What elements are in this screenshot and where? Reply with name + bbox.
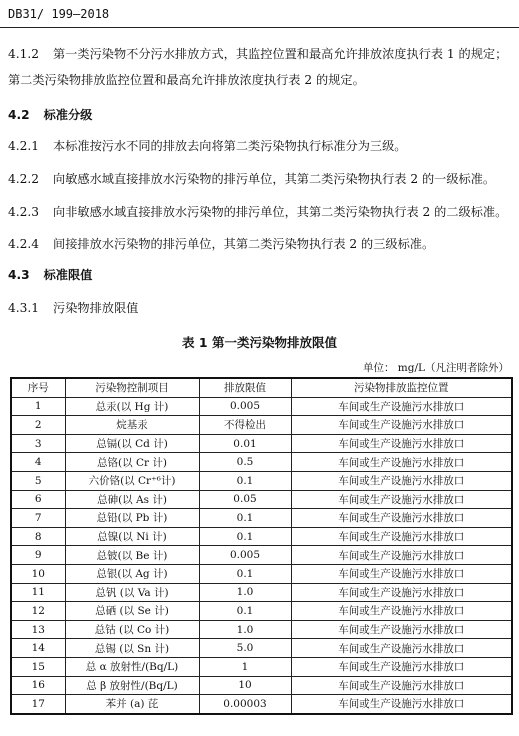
table-cell: 0.00003 xyxy=(199,695,291,714)
section-number: 4.3 xyxy=(8,268,30,282)
table-cell: 总 β 放射性/(Bq/L) xyxy=(65,676,199,695)
table-cell: 总 α 放射性/(Bq/L) xyxy=(65,657,199,676)
section-number: 4.2 xyxy=(8,108,30,122)
table-cell: 车间或生产设施污水排放口 xyxy=(291,695,512,714)
table-cell: 2 xyxy=(11,416,65,435)
table-row xyxy=(11,695,512,714)
table-cell: 0.1 xyxy=(199,602,291,621)
table-cell: 车间或生产设施污水排放口 xyxy=(291,676,512,695)
table-cell: 车间或生产设施污水排放口 xyxy=(291,397,512,416)
table-row xyxy=(11,602,512,621)
table-cell: 0.005 xyxy=(199,397,291,416)
table-cell: 不得检出 xyxy=(199,416,291,435)
heading-4-3 xyxy=(8,266,92,283)
table-body xyxy=(11,397,512,714)
table-cell: 0.1 xyxy=(199,509,291,528)
section-number: 4.3.1 xyxy=(8,301,40,315)
header-divider xyxy=(0,27,519,28)
table-row xyxy=(11,453,512,472)
section-number: 4.2.2 xyxy=(8,172,40,186)
table-cell: 车间或生产设施污水排放口 xyxy=(291,416,512,435)
table-cell: 16 xyxy=(11,676,65,695)
table-cell: 总锡 (以 Sn 计) xyxy=(65,639,199,658)
table-cell: 3 xyxy=(11,434,65,453)
table-row xyxy=(11,620,512,639)
table-cell: 0.5 xyxy=(199,453,291,472)
paragraph-4-1-2 xyxy=(8,45,507,62)
table-cell: 12 xyxy=(11,602,65,621)
paragraph-4-2-2 xyxy=(8,170,495,187)
table-cell: 总铍(以 Be 计) xyxy=(65,546,199,565)
table-cell: 总钴 (以 Co 计) xyxy=(65,620,199,639)
table-cell: 总铬(以 Cr 计) xyxy=(65,453,199,472)
heading-4-2 xyxy=(8,106,92,123)
table-cell: 0.05 xyxy=(199,490,291,509)
paragraph-text: 第一类污染物不分污水排放方式，其监控位置和最高允许排放浓度执行表 1 的规定； xyxy=(53,47,508,61)
section-number: 4.1.2 xyxy=(8,47,40,61)
document-code: DB31/ 199—2018 xyxy=(8,7,110,21)
table-cell: 总镍(以 Ni 计) xyxy=(65,527,199,546)
table-row xyxy=(11,509,512,528)
table-cell: 14 xyxy=(11,639,65,658)
paragraph-text: 向非敏感水域直接排放水污染物的排污单位，其第二类污染物执行表 2 的二级标准。 xyxy=(53,205,508,219)
table-cell: 0.1 xyxy=(199,564,291,583)
paragraph-4-2-4 xyxy=(8,235,434,252)
table-cell: 0.01 xyxy=(199,434,291,453)
table-row xyxy=(11,416,512,435)
header-cell: 污染物排放监控位置 xyxy=(291,378,512,397)
table-row xyxy=(11,546,512,565)
table-cell: 车间或生产设施污水排放口 xyxy=(291,509,512,528)
table-header-row xyxy=(11,378,512,397)
table-cell: 8 xyxy=(11,527,65,546)
table-row xyxy=(11,434,512,453)
table-row xyxy=(11,676,512,695)
paragraph-text: 向敏感水域直接排放水污染物的排污单位，其第二类污染物执行表 2 的一级标准。 xyxy=(53,172,496,186)
paragraph-text: 污染物排放限值 xyxy=(53,301,139,315)
table-cell: 1 xyxy=(11,397,65,416)
table-cell: 车间或生产设施污水排放口 xyxy=(291,602,512,621)
section-number: 4.2.3 xyxy=(8,205,40,219)
paragraph-4-1-2-cont xyxy=(8,71,365,88)
table-cell: 总硒 (以 Se 计) xyxy=(65,602,199,621)
table-cell: 5.0 xyxy=(199,639,291,658)
table-cell: 1 xyxy=(199,657,291,676)
table-cell: 总砷(以 As 计) xyxy=(65,490,199,509)
paragraph-text: 第二类污染物排放监控位置和最高允许排放浓度执行表 2 的规定。 xyxy=(8,73,365,87)
table-row xyxy=(11,639,512,658)
table-cell: 车间或生产设施污水排放口 xyxy=(291,471,512,490)
paragraph-text: 间接排放水污染物的排污单位，其第二类污染物执行表 2 的三级标准。 xyxy=(53,237,435,251)
table-cell: 车间或生产设施污水排放口 xyxy=(291,546,512,565)
table-cell: 车间或生产设施污水排放口 xyxy=(291,434,512,453)
table-cell: 1.0 xyxy=(199,620,291,639)
table-cell: 0.005 xyxy=(199,546,291,565)
table-row xyxy=(11,583,512,602)
table-cell: 6 xyxy=(11,490,65,509)
heading-text: 标准限值 xyxy=(43,268,93,282)
header-cell: 序号 xyxy=(11,378,65,397)
table-row xyxy=(11,490,512,509)
table-cell: 0.1 xyxy=(199,527,291,546)
table-cell: 车间或生产设施污水排放口 xyxy=(291,564,512,583)
table-cell: 车间或生产设施污水排放口 xyxy=(291,527,512,546)
paragraph-4-3-1 xyxy=(8,299,138,316)
header-cell: 排放限值 xyxy=(199,378,291,397)
table-cell: 0.1 xyxy=(199,471,291,490)
section-number: 4.2.4 xyxy=(8,237,40,251)
table-cell: 车间或生产设施污水排放口 xyxy=(291,639,512,658)
table-cell: 15 xyxy=(11,657,65,676)
table-cell: 总银(以 Ag 计) xyxy=(65,564,199,583)
table-cell: 车间或生产设施污水排放口 xyxy=(291,453,512,472)
table-cell: 车间或生产设施污水排放口 xyxy=(291,583,512,602)
table-cell: 4 xyxy=(11,453,65,472)
table-cell: 13 xyxy=(11,620,65,639)
table-cell: 车间或生产设施污水排放口 xyxy=(291,657,512,676)
paragraph-text: 本标准按污水不同的排放去向将第二类污染物执行标准分为三级。 xyxy=(53,139,407,153)
table-cell: 总铅(以 Pb 计) xyxy=(65,509,199,528)
table-cell: 5 xyxy=(11,471,65,490)
table-row xyxy=(11,564,512,583)
paragraph-4-2-3 xyxy=(8,203,507,220)
heading-text: 标准分级 xyxy=(43,108,93,122)
pollutant-limits-table xyxy=(10,377,513,715)
table-cell: 17 xyxy=(11,695,65,714)
table-cell: 六价铬(以 Cr⁺⁶计) xyxy=(65,471,199,490)
table-cell: 苯并 (a) 芘 xyxy=(65,695,199,714)
table-row xyxy=(11,397,512,416)
table-cell: 9 xyxy=(11,546,65,565)
table-row xyxy=(11,657,512,676)
paragraph-4-2-1 xyxy=(8,137,406,154)
table-cell: 烷基汞 xyxy=(65,416,199,435)
table-row xyxy=(11,471,512,490)
table-cell: 1.0 xyxy=(199,583,291,602)
table-cell: 10 xyxy=(11,564,65,583)
table-unit-note: 单位： mg/L（凡注明者除外） xyxy=(362,362,509,374)
table-caption: 表 1 第一类污染物排放限值 xyxy=(182,335,337,350)
table-cell: 总镉(以 Cd 计) xyxy=(65,434,199,453)
table-cell: 11 xyxy=(11,583,65,602)
section-number: 4.2.1 xyxy=(8,139,40,153)
table-cell: 10 xyxy=(199,676,291,695)
table-cell: 总钒 (以 Va 计) xyxy=(65,583,199,602)
table-cell: 车间或生产设施污水排放口 xyxy=(291,620,512,639)
table-row xyxy=(11,527,512,546)
table-cell: 7 xyxy=(11,509,65,528)
table-cell: 车间或生产设施污水排放口 xyxy=(291,490,512,509)
header-cell: 污染物控制项目 xyxy=(65,378,199,397)
table-cell: 总汞(以 Hg 计) xyxy=(65,397,199,416)
